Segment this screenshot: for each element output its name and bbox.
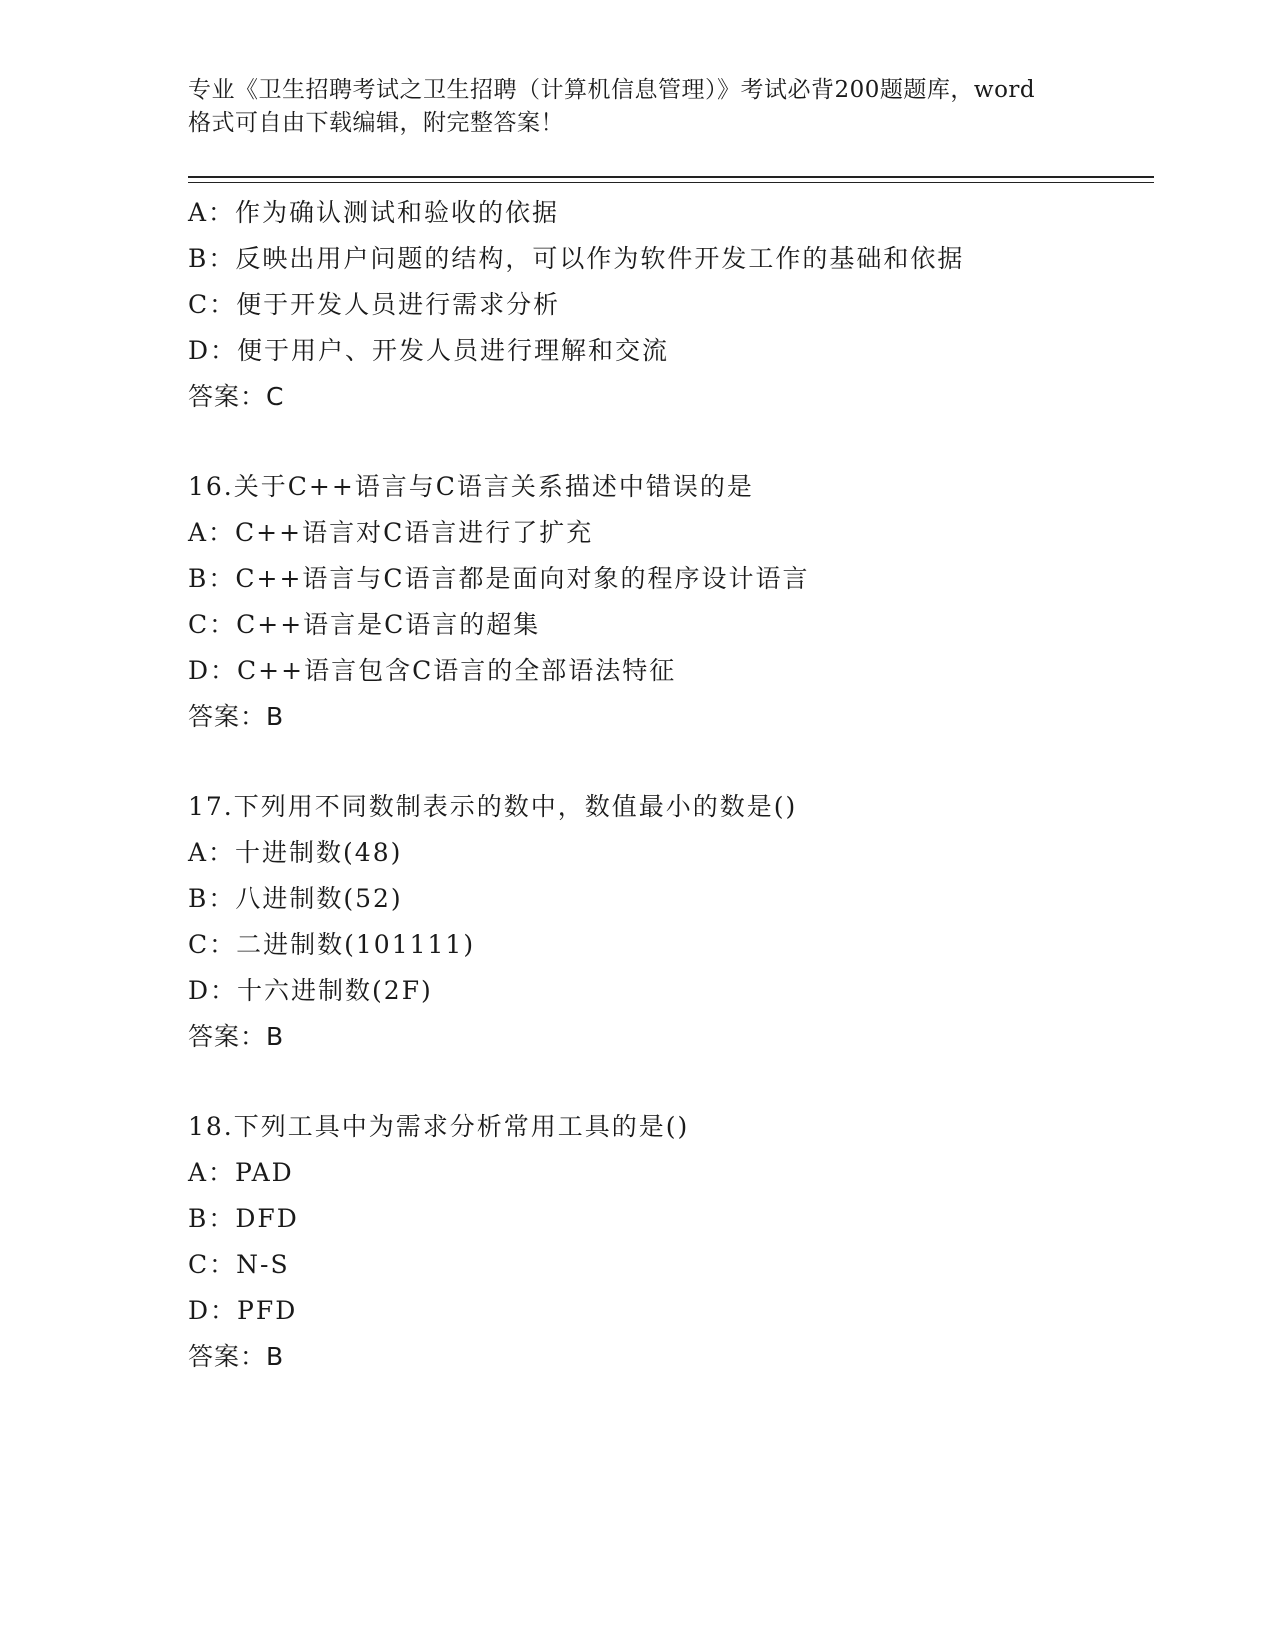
option-d: D：PFD bbox=[188, 1296, 298, 1325]
question-item bbox=[188, 464, 1148, 740]
header-line-2: 格式可自由下载编辑，附完整答案！ bbox=[188, 110, 564, 136]
answer: 答案：B bbox=[188, 1022, 285, 1051]
option-c: C：二进制数(101111) bbox=[188, 930, 476, 959]
option-a: A：C++语言对C语言进行了扩充 bbox=[188, 518, 594, 547]
question-title: 18.下列工具中为需求分析常用工具的是() bbox=[188, 1112, 690, 1141]
option-d: D：便于用户、开发人员进行理解和交流 bbox=[188, 336, 670, 365]
option-a: A：十进制数(48) bbox=[188, 838, 403, 867]
question-title: 17.下列用不同数制表示的数中，数值最小的数是() bbox=[188, 792, 798, 821]
question-title: 16.关于C++语言与C语言关系描述中错误的是 bbox=[188, 472, 754, 501]
answer: 答案：B bbox=[188, 1342, 285, 1371]
document-header bbox=[188, 74, 1118, 140]
answer: 答案：B bbox=[188, 702, 285, 731]
option-d: D：十六进制数(2F) bbox=[188, 976, 433, 1005]
question-item bbox=[188, 190, 1148, 420]
question-list bbox=[188, 190, 1148, 1380]
option-c: C：C++语言是C语言的超集 bbox=[188, 610, 541, 639]
option-b: B：反映出用户问题的结构，可以作为软件开发工作的基础和依据 bbox=[188, 244, 965, 273]
option-b: B：C++语言与C语言都是面向对象的程序设计语言 bbox=[188, 564, 810, 593]
option-a: A：PAD bbox=[188, 1158, 294, 1187]
answer: 答案：C bbox=[188, 382, 285, 411]
header-rule-thick bbox=[188, 176, 1154, 178]
question-item bbox=[188, 1104, 1148, 1380]
spacer bbox=[188, 1060, 1148, 1104]
option-d: D：C++语言包含C语言的全部语法特征 bbox=[188, 656, 677, 685]
option-c: C：N-S bbox=[188, 1250, 290, 1279]
option-b: B：DFD bbox=[188, 1204, 299, 1233]
option-a: A：作为确认测试和验收的依据 bbox=[188, 198, 560, 227]
spacer bbox=[188, 740, 1148, 784]
header-rule-thin bbox=[188, 182, 1154, 183]
spacer bbox=[188, 420, 1148, 464]
option-c: C：便于开发人员进行需求分析 bbox=[188, 290, 561, 319]
header-line-1: 专业《卫生招聘考试之卫生招聘（计算机信息管理）》考试必背200题题库，word bbox=[188, 77, 1036, 103]
option-b: B：八进制数(52) bbox=[188, 884, 403, 913]
question-item bbox=[188, 784, 1148, 1060]
